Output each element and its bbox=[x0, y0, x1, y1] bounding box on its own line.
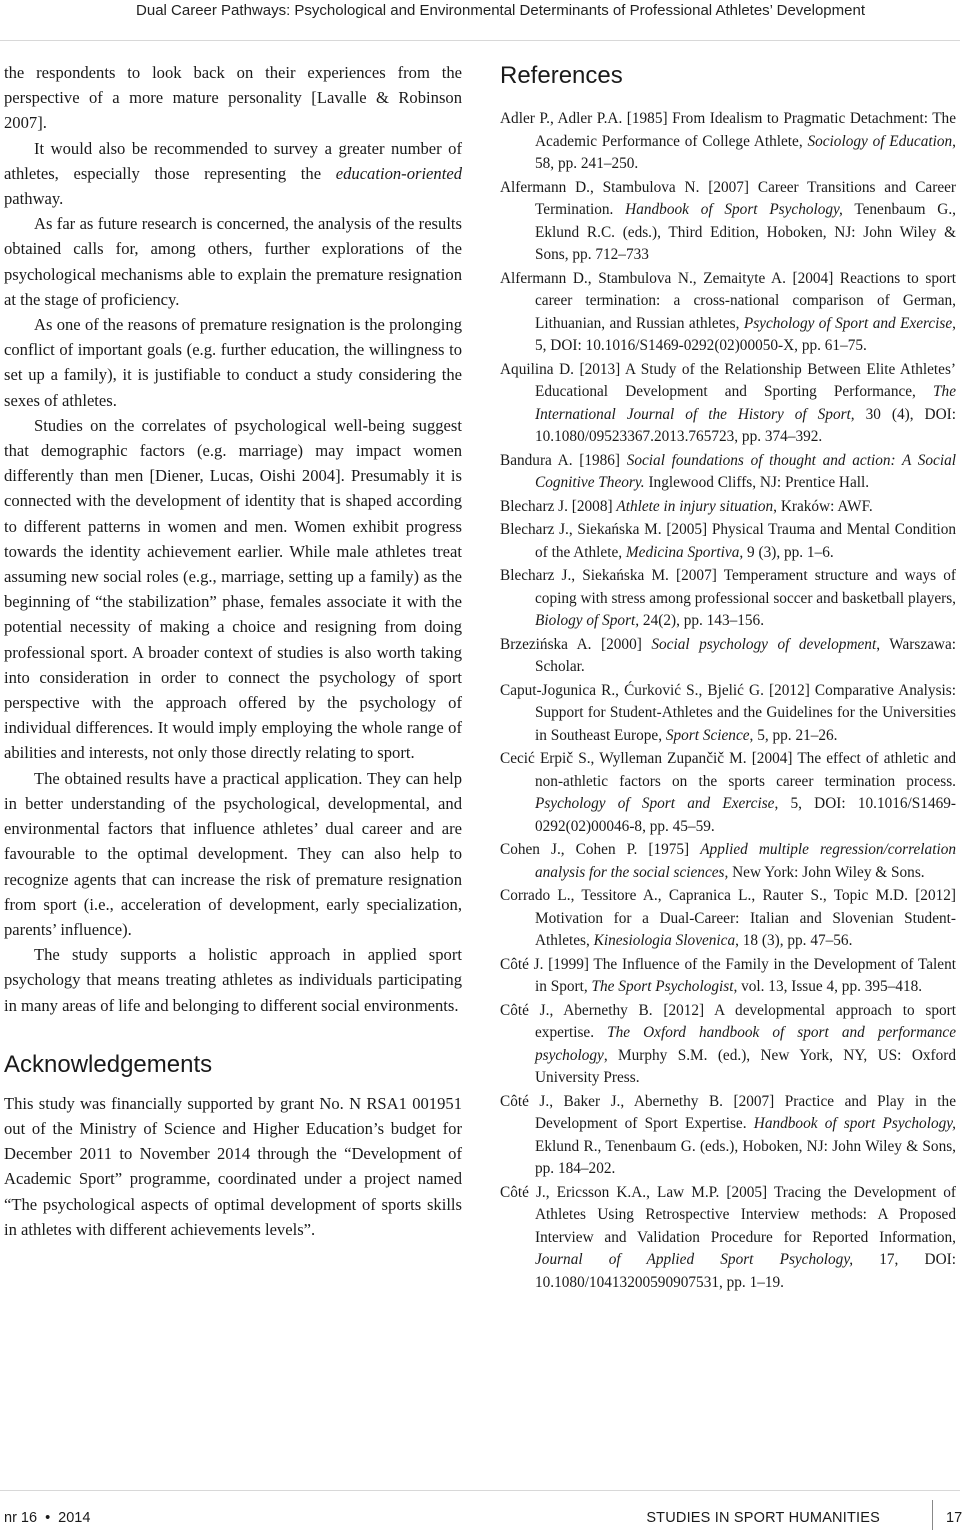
reference-entry bbox=[500, 839, 956, 884]
reference-italic: Applied multiple regression/correlation analysis for the social sciences, bbox=[535, 841, 956, 881]
reference-text: , Murphy S.M. (ed.), New York, NY, US: Oxford University Press. bbox=[535, 1046, 956, 1086]
reference-text: , 58, pp. 241–250. bbox=[535, 132, 956, 172]
body-paragraph: Studies on the correlates of psychological well-being suggest that demographic factors (e.g. marriage) may impact women differently than men [Diener, Lucas, Oishi 2004]. Presumably it is connected with the development of identity that is shaped according to different patterns in women and men. Women exhibit progress towards the identity achievement earlier. While male athletes treat assuming new social roles (e.g., marriage, setting up a family) as the beginning of “the stabilization” phase, females associate it with the potential necessity of making a choice and resigning from doing professional sport. A broader context of studies is also worth taking into consideration in order to connect the psychology of sport perspective with the approach offered by the psychology of individual differences. It would imply employing the whole range of abilities and interests, not only those directly relating to sport. bbox=[4, 415, 462, 763]
reference-italic: Psychology of Sport and Exercise bbox=[743, 314, 953, 332]
reference-italic: The International Journal of the History of Sport, bbox=[535, 383, 956, 423]
reference-italic: Biology of Sport, bbox=[535, 612, 640, 629]
bullet-separator: • bbox=[45, 1510, 51, 1526]
journal-name: STUDIES IN SPORT HUMANITIES bbox=[646, 1510, 880, 1526]
paragraph-text: It would also be recommended to survey a greater number of athletes, especially those representing the bbox=[4, 138, 462, 183]
reference-italic: Psychology of Sport and Exercise bbox=[535, 795, 775, 812]
reference-entry bbox=[500, 519, 956, 564]
reference-italic: Handbook of Sport Psychology, bbox=[625, 201, 843, 218]
reference-entry bbox=[500, 1091, 956, 1181]
reference-entry bbox=[500, 1000, 956, 1090]
acknowledgements-heading: Acknowledgements bbox=[4, 1050, 213, 1078]
reference-text: , 5, DOI: 10.1016/S1469-0292(02)00046-8, pp. 45–59. bbox=[535, 795, 956, 835]
reference-entry bbox=[500, 1182, 956, 1295]
reference-text: Tenenbaum G., Eklund R.C. (eds.), Third Edition, Hoboken, NJ: John Wiley & Sons, pp. 712–733 bbox=[535, 201, 956, 263]
reference-entry bbox=[500, 108, 956, 176]
issue-year: 2014 bbox=[58, 1510, 91, 1526]
reference-italic: Sociology of Education bbox=[807, 132, 953, 150]
reference-text: Alfermann D., Stambulova N., Zemaityte A. [2004] Reactions to sport career termination: a cross-national comparison of German, Lithuanian, and Russian athletes, bbox=[500, 269, 956, 332]
acknowledgements-text: This study was financially supported by grant No. N RSA1 001951 out of the Ministry of Science and Higher Education’s budget for December 2011 to November 2014 through the “Development of Academic Sport” programme, coordinated under a project named “The psychological aspects of optimal development of sports skills in athletes with different achievements levels”. bbox=[4, 1093, 462, 1239]
reference-text: , 5, pp. 21–26. bbox=[749, 726, 838, 744]
reference-list bbox=[500, 108, 956, 1294]
reference-entry bbox=[500, 680, 956, 748]
reference-entry bbox=[500, 634, 956, 679]
references-heading: References bbox=[500, 62, 623, 89]
reference-text: Blecharz J., Siekańska M. [2005] Physical Trauma and Mental Condition of the Athlete, bbox=[500, 521, 956, 561]
footer-divider-line bbox=[0, 1490, 960, 1491]
body-paragraph: The obtained results have a practical application. They can help in better understanding of the psychological, developmental, and environmental factors that influence athletes’ dual career and are favourable to the optimal development. They can also help to recognize agents that can increase the risk of premature resignation from sport (i.e., acceleration of development, early specialization, parents’ influence). bbox=[4, 768, 462, 939]
reference-text: Blecharz J. [2008] bbox=[500, 497, 617, 515]
reference-text: 30 (4), DOI: 10.1080/09523367.2013.765723, pp. 374–392. bbox=[535, 405, 956, 445]
reference-italic: Handbook of sport Psychology, bbox=[753, 1115, 957, 1132]
reference-text: Bandura A. [1986] bbox=[500, 451, 627, 469]
body-paragraph: The study supports a holistic approach in applied sport psychology that means treating athletes as individuals participating in many areas of life and belonging to different social environments. bbox=[4, 945, 462, 1015]
reference-entry bbox=[500, 885, 956, 953]
reference-entry bbox=[500, 268, 956, 358]
reference-text: Côté J., Ericsson K.A., Law M.P. [2005] Tracing the Development of Athletes Using Retrospective Interview methods: A Proposed Interview and Validation Procedure for Reported Information, bbox=[500, 1183, 956, 1246]
running-header bbox=[0, 0, 960, 41]
reference-italic: Athlete in injury situation bbox=[616, 497, 774, 515]
body-paragraph: As one of the reasons of premature resignation is the prolonging conflict of important goals (e.g. further education, the willingness to set up a family), it is justifiable to conduct a study considering the sexes of athletes. bbox=[4, 315, 462, 410]
right-column bbox=[500, 60, 956, 1295]
reference-italic: Social psychology of development bbox=[651, 635, 877, 653]
reference-text: Eklund R., Tenenbaum G. (eds.), Hoboken, NJ: John Wiley & Sons, pp. 184–202. bbox=[535, 1137, 956, 1177]
page-number: 17 bbox=[946, 1510, 962, 1526]
reference-text: Aquilina D. [2013] A Study of the Relationship Between Elite Athletes’ Educational Development and Sporting Performance, bbox=[500, 360, 956, 400]
reference-entry bbox=[500, 748, 956, 838]
reference-text: Alfermann D., Stambulova N. [2007] Career Transitions and Career Termination. bbox=[500, 178, 956, 218]
body-paragraph bbox=[4, 136, 462, 212]
page-number-separator bbox=[932, 1500, 933, 1530]
reference-text: Côté J. [1999] The Influence of the Family in the Development of Talent in Sport, bbox=[500, 955, 956, 995]
reference-text: , 5, DOI: 10.1016/S1469-0292(02)00050-X, pp. 61–75. bbox=[535, 314, 956, 354]
reference-text: 24(2), pp. 143–156. bbox=[639, 612, 765, 629]
footer-issue bbox=[4, 1510, 90, 1526]
reference-entry bbox=[500, 359, 956, 449]
reference-entry bbox=[500, 954, 956, 999]
reference-text: 9 (3), pp. 1–6. bbox=[743, 543, 834, 561]
reference-text: New York: John Wiley & Sons. bbox=[728, 863, 925, 881]
running-header-title: Dual Career Pathways: Psychological and Environmental Determinants of Professional Athletes’ Development bbox=[136, 2, 865, 19]
body-paragraph: the respondents to look back on their experiences from the perspective of a more mature personality [Lavalle & Robinson 2007]. bbox=[4, 63, 462, 133]
paragraph-italic: education-oriented bbox=[335, 163, 462, 183]
paragraph-text: pathway. bbox=[4, 189, 64, 209]
reference-text: , Warszawa: Scholar. bbox=[535, 635, 956, 675]
reference-italic: Social foundations of thought and action: A Social Cognitive Theory. bbox=[535, 451, 956, 491]
reference-text: Blecharz J., Siekańska M. [2007] Temperament structure and ways of coping with stress among professional soccer and basketball players, bbox=[500, 567, 956, 607]
reference-text: Côté J., Abernethy B. [2012] A developmental approach to sport expertise. bbox=[500, 1001, 956, 1041]
issue-number: nr 16 bbox=[4, 1510, 38, 1526]
reference-text: Côté J., Baker J., Abernethy B. [2007] Practice and Play in the Development of Sport Expertise. bbox=[500, 1092, 956, 1132]
reference-italic: Sport Science bbox=[665, 726, 750, 744]
reference-entry bbox=[500, 496, 956, 519]
reference-text: , 18 (3), pp. 47–56. bbox=[735, 932, 853, 949]
body-paragraph: As far as future research is concerned, the analysis of the results obtained calls for, among others, further explorations of the psychological mechanisms able to explain the premature resignation at the stage of proficiency. bbox=[4, 214, 462, 309]
reference-text: Caput-Jogunica R., Ćurković S., Bjelić G. [2012] Comparative Analysis: Support for Student-Athletes and the Guidelines for the Universities in Southeast Europe, bbox=[500, 681, 956, 744]
reference-italic: Journal of Applied Sport Psychology, bbox=[535, 1251, 854, 1268]
reference-italic: The Oxford handbook of sport and performance psychology bbox=[535, 1024, 956, 1064]
reference-entry bbox=[500, 450, 956, 495]
reference-text: 17, DOI: 10.1080/10413200590907531, pp. 1–19. bbox=[535, 1251, 956, 1291]
reference-text: Cohen J., Cohen P. [1975] bbox=[500, 841, 701, 858]
reference-text: vol. 13, Issue 4, pp. 395–418. bbox=[737, 978, 923, 995]
left-column bbox=[4, 60, 462, 1242]
reference-text: Brzezińska A. [2000] bbox=[500, 635, 652, 653]
reference-italic: Medicina Sportiva, bbox=[625, 543, 744, 561]
reference-text: Adler P., Adler P.A. [1985] From Idealism to Pragmatic Detachment: The Academic Performance of College Athlete, bbox=[500, 110, 956, 150]
reference-text: , Kraków: AWF. bbox=[773, 497, 873, 515]
reference-text: Cecić Erpič S., Wylleman Zupančič M. [2004] The effect of athletic and non-athletic factors on the sports career termination process. bbox=[500, 750, 956, 790]
reference-entry bbox=[500, 177, 956, 267]
reference-text: Corrado L., Tessitore A., Capranica L., Rauter S., Topic M.D. [2012] Motivation for a Dual-Career: Italian and Slovenian Student-Athletes, bbox=[500, 887, 956, 949]
reference-italic: Kinesiologia Slovenica bbox=[593, 932, 736, 949]
reference-text: Inglewood Cliffs, NJ: Prentice Hall. bbox=[644, 474, 870, 491]
reference-italic: The Sport Psychologist, bbox=[591, 978, 738, 995]
reference-entry bbox=[500, 565, 956, 633]
